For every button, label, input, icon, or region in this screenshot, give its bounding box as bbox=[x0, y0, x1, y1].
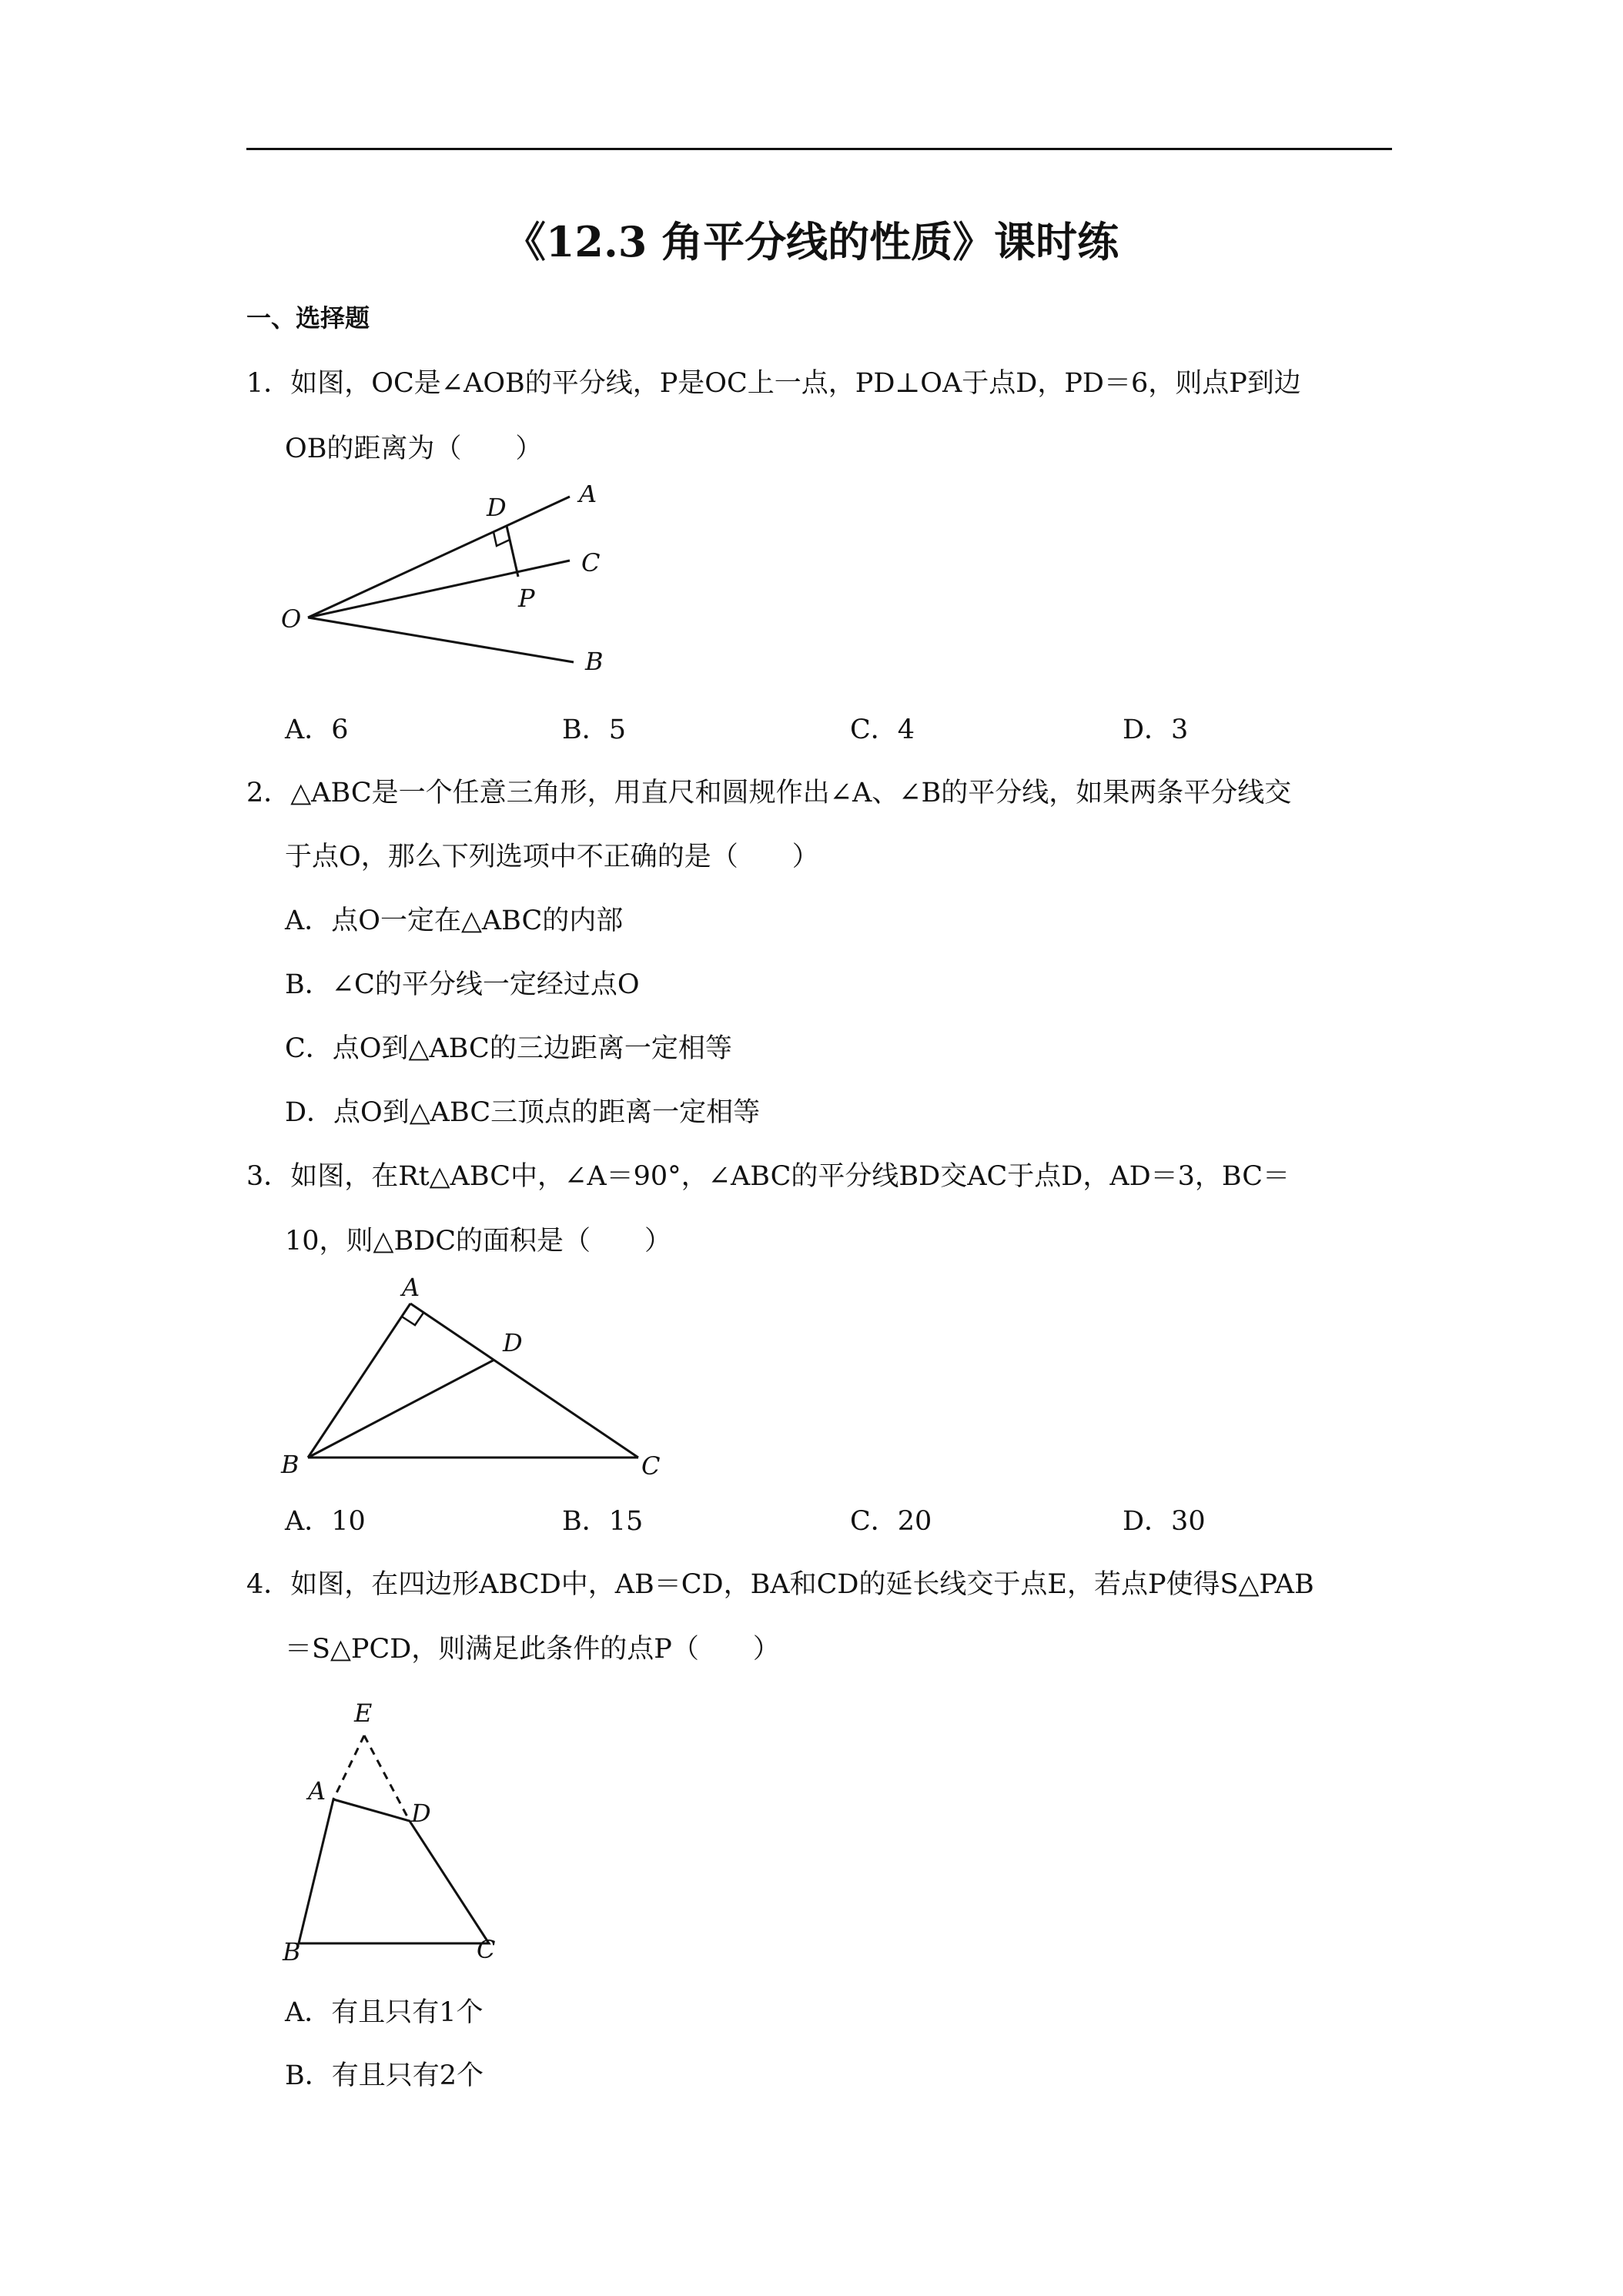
q3-text-line1: 3．如图，在Rt△ABC中，∠A＝90°，∠ABC的平分线BD交AC于点D，AD＝3，BC＝ bbox=[246, 1161, 1290, 1192]
q3-figure bbox=[273, 1267, 689, 1490]
q4-text-line2: ＝S△PCD，则满足此条件的点P（ ） bbox=[285, 1634, 780, 1665]
q2-option-a[interactable]: A．点O一定在△ABC的内部 bbox=[285, 905, 624, 936]
q3-option-a[interactable]: A．10 bbox=[285, 1506, 366, 1537]
quadrilateral-ABCD bbox=[299, 1799, 489, 1943]
header-rule bbox=[246, 148, 1392, 150]
label-D: D bbox=[487, 493, 507, 522]
q1-figure bbox=[273, 485, 627, 685]
q2-option-d[interactable]: D．点O到△ABC三顶点的距离一定相等 bbox=[285, 1097, 761, 1128]
side-AB bbox=[308, 1304, 410, 1458]
label-O: O bbox=[281, 604, 302, 634]
q4-option-b[interactable]: B．有且只有2个 bbox=[285, 2060, 484, 2091]
label-B: B bbox=[281, 1450, 300, 1479]
label-P: P bbox=[518, 584, 535, 613]
label-B: B bbox=[283, 1937, 301, 1966]
q2-option-c[interactable]: C．点O到△ABC的三边距离一定相等 bbox=[285, 1033, 732, 1064]
q1-option-b[interactable]: B．5 bbox=[562, 715, 626, 745]
label-D: D bbox=[503, 1328, 523, 1357]
ray-OB bbox=[308, 618, 574, 662]
q1-option-a[interactable]: A．6 bbox=[285, 715, 349, 745]
q2-text-line1: 2．△ABC是一个任意三角形，用直尺和圆规作出∠A、∠B的平分线，如果两条平分线交 bbox=[246, 778, 1292, 808]
bisector-BD bbox=[308, 1360, 494, 1458]
q2-text-line2: 于点O，那么下列选项中不正确的是（ ） bbox=[285, 842, 819, 872]
label-A: A bbox=[308, 1776, 326, 1806]
extension-ED bbox=[364, 1735, 410, 1821]
label-C: C bbox=[641, 1451, 661, 1481]
section-heading: 一、选择题 bbox=[246, 303, 370, 333]
q1-text-line1: 1．如图，OC是∠AOB的平分线，P是OC上一点，PD⊥OA于点D，PD＝6，则点P到边 bbox=[246, 368, 1301, 399]
label-E: E bbox=[354, 1699, 373, 1728]
q1-text-line2: OB的距离为（ ） bbox=[285, 433, 543, 464]
label-C: C bbox=[581, 548, 601, 577]
q3-text-line2: 10，则△BDC的面积是（ ） bbox=[285, 1226, 672, 1257]
side-AC bbox=[410, 1304, 638, 1458]
q1-option-c[interactable]: C．4 bbox=[850, 715, 915, 745]
q4-option-a[interactable]: A．有且只有1个 bbox=[285, 1997, 484, 2028]
label-C: C bbox=[477, 1935, 496, 1964]
label-D: D bbox=[411, 1799, 431, 1828]
label-A: A bbox=[579, 485, 597, 508]
q3-option-d[interactable]: D．30 bbox=[1123, 1506, 1206, 1537]
extension-EA bbox=[333, 1735, 364, 1799]
right-angle-mark bbox=[494, 532, 510, 546]
q2-option-b[interactable]: B．∠C的平分线一定经过点O bbox=[285, 969, 640, 1000]
label-A: A bbox=[402, 1273, 420, 1302]
segment-PD bbox=[507, 526, 518, 577]
label-B: B bbox=[585, 647, 604, 676]
q4-figure bbox=[273, 1678, 581, 1971]
q3-option-b[interactable]: B．15 bbox=[562, 1506, 644, 1537]
q1-option-d[interactable]: D．3 bbox=[1123, 715, 1189, 745]
q4-text-line1: 4．如图，在四边形ABCD中，AB＝CD，BA和CD的延长线交于点E，若点P使得S△PAB bbox=[246, 1569, 1314, 1600]
page-title: 《12.3 角平分线的性质》课时练 bbox=[504, 217, 1119, 266]
q3-option-c[interactable]: C．20 bbox=[850, 1506, 932, 1537]
right-angle-mark bbox=[402, 1313, 423, 1325]
